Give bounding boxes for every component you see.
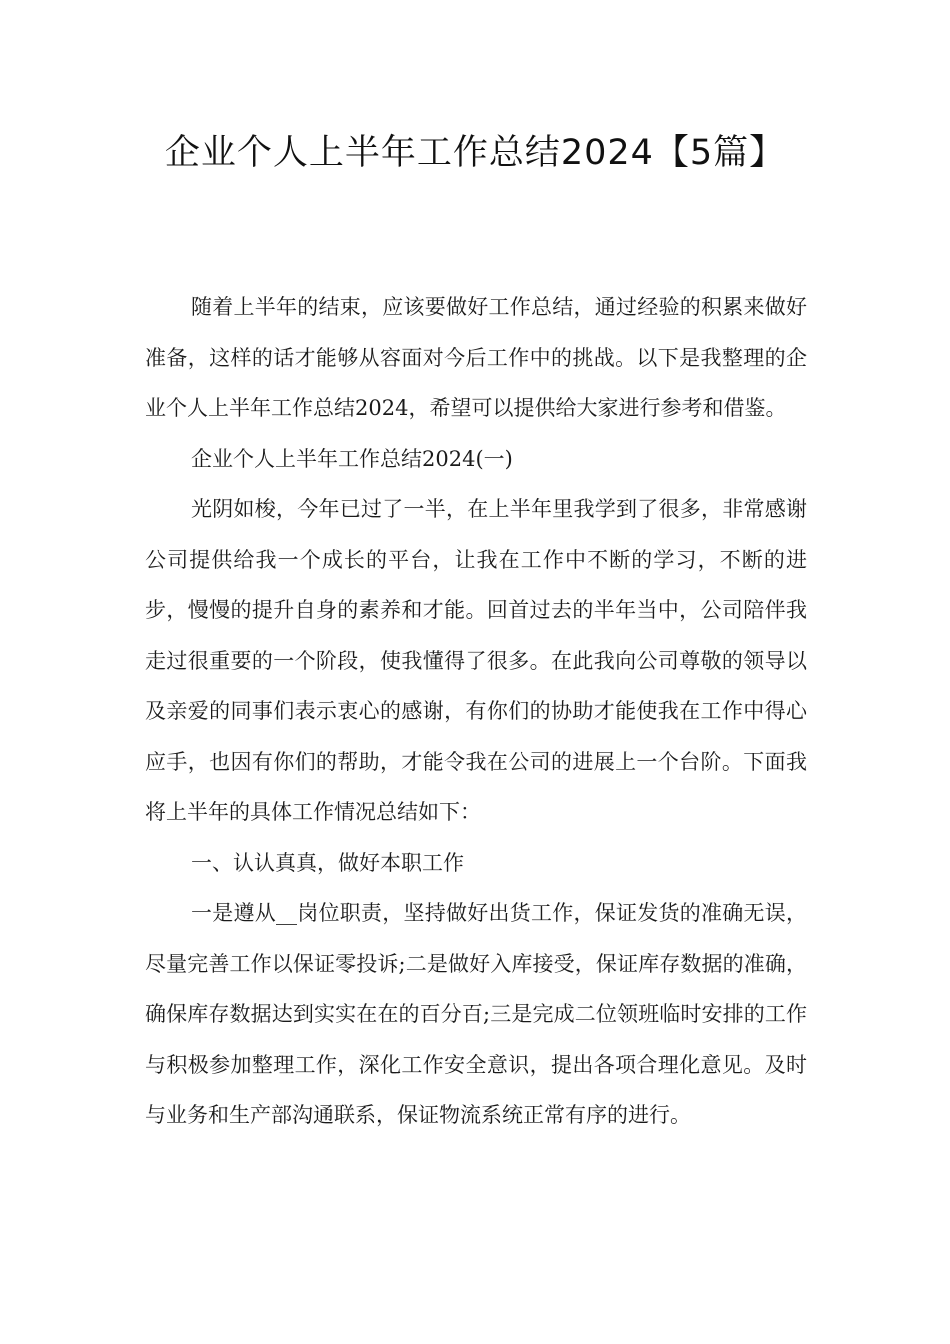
subsection-heading: 一、认认真真，做好本职工作 bbox=[191, 850, 464, 875]
intro-paragraph: 随着上半年的结束，应该要做好工作总结，通过经验的积累来做好准备，这样的话才能够从容面对今后工作中的挑战。以下是我整理的企业个人上半年工作总结2024，希望可以提供给大家进行参考和借鉴。 bbox=[145, 295, 807, 420]
body-paragraph: 光阴如梭，今年已过了一半，在上半年里我学到了很多，非常感谢公司提供给我一个成长的平台，让我在工作中不断的学习，不断的进步，慢慢的提升自身的素养和才能。回首过去的半年当中，公司陪伴我走过很重要的一个阶段，使我懂得了很多。在此我向公司尊敬的领导以及亲爱的同事们表示衷心的感谢，有你们的协助才能使我在工作中得心应手，也因有你们的帮助，才能令我在公司的进展上一个台阶。下面我将上半年的具体工作情况总结如下： bbox=[145, 497, 807, 824]
document-title: 企业个人上半年工作总结2024【5篇】 bbox=[164, 133, 786, 173]
section-heading: 企业个人上半年工作总结2024(一) bbox=[191, 446, 513, 471]
document-body bbox=[145, 282, 807, 1141]
body-paragraph: 一是遵从__岗位职责，坚持做好出货工作，保证发货的准确无误，尽量完善工作以保证零投诉;二是做好入库接受，保证库存数据的准确，确保库存数据达到实实在在的百分百;三是完成二位领班临时安排的工作与积极参加整理工作，深化工作安全意识，提出各项合理化意见。及时与业务和生产部沟通联系，保证物流系统正常有序的进行。 bbox=[145, 901, 807, 1127]
